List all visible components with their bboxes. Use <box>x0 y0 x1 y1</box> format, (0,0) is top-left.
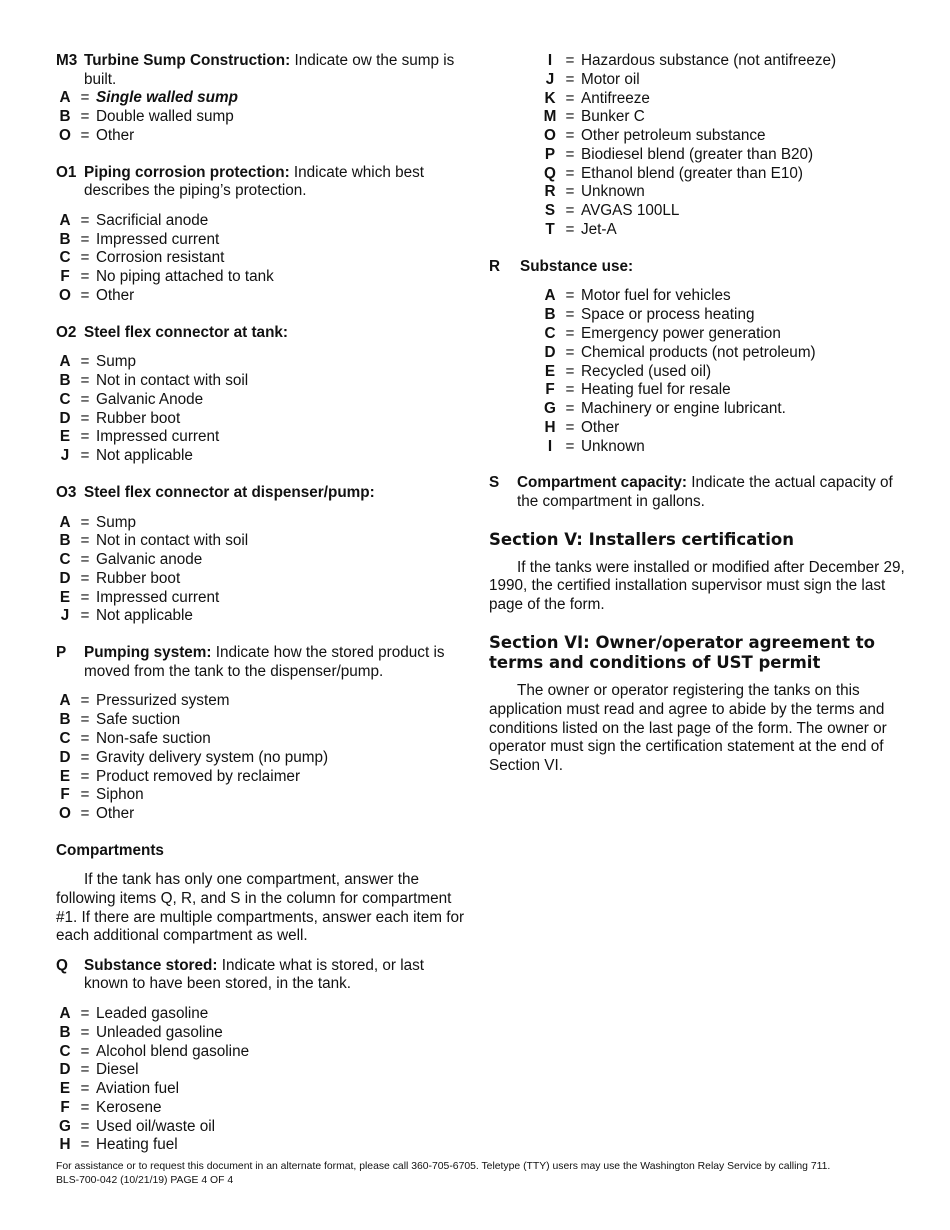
option-equals: = <box>565 127 575 145</box>
option-row <box>56 589 466 608</box>
option-row <box>56 551 466 570</box>
option-equals: = <box>565 52 575 69</box>
option-key: A <box>59 1005 71 1022</box>
item-o3 <box>56 484 466 503</box>
option-key: D <box>59 569 71 587</box>
option-key: K <box>544 89 556 107</box>
option-row <box>56 249 466 268</box>
option-equals: = <box>80 767 90 785</box>
option-value: Sump <box>96 513 136 531</box>
item-desc <box>517 474 909 511</box>
option-row <box>541 165 909 184</box>
option-row <box>56 786 466 805</box>
option-equals: = <box>565 164 575 182</box>
option-row <box>541 419 909 438</box>
item-desc <box>84 484 466 503</box>
option-value: Machinery or engine lubricant. <box>581 400 786 418</box>
options-q <box>56 1005 466 1155</box>
section-v-heading: Section V: Installers certification <box>489 529 794 549</box>
option-row <box>56 1005 466 1024</box>
option-value: Bunker C <box>581 108 645 126</box>
option-key: B <box>544 306 556 324</box>
option-equals: = <box>80 1136 90 1154</box>
item-text: Indicate how the stored product is moved from the tank to the dispenser/pump. <box>84 644 445 680</box>
option-key: E <box>59 428 71 446</box>
page-footer <box>56 1160 830 1188</box>
option-value: Impressed current <box>96 588 220 606</box>
option-row <box>541 71 909 90</box>
option-row <box>56 532 466 551</box>
item-title: Piping corrosion protection: <box>84 163 290 181</box>
option-key: A <box>59 353 71 371</box>
option-key: E <box>59 1080 71 1098</box>
option-row <box>56 730 466 749</box>
item-code: P <box>56 644 67 662</box>
option-row <box>56 231 466 250</box>
option-value: Galvanic Anode <box>96 390 204 408</box>
option-value: Impressed current <box>96 428 220 446</box>
option-value: Heating fuel <box>96 1136 178 1154</box>
option-equals: = <box>80 126 90 144</box>
option-value: Galvanic anode <box>96 551 203 569</box>
options-p <box>56 692 466 823</box>
option-key: G <box>544 400 556 418</box>
item-code: M3 <box>56 52 78 69</box>
option-key: J <box>60 607 70 625</box>
option-equals: = <box>80 249 90 267</box>
option-value: Non-safe suction <box>96 729 211 747</box>
option-equals: = <box>80 569 90 587</box>
option-equals: = <box>565 362 575 380</box>
item-title: Substance use: <box>520 257 634 275</box>
option-value: AVGAS 100LL <box>581 202 680 220</box>
option-key: D <box>544 343 556 361</box>
item-title: Compartment capacity: <box>517 474 688 492</box>
option-equals: = <box>80 230 90 248</box>
option-key: I <box>547 52 553 69</box>
option-equals: = <box>80 551 90 569</box>
option-row <box>541 183 909 202</box>
option-value: Siphon <box>96 786 144 804</box>
option-row <box>56 1043 466 1062</box>
item-title: Steel flex connector at dispenser/pump: <box>84 483 375 501</box>
options-o1 <box>56 212 466 306</box>
option-value: Sump <box>96 353 136 371</box>
option-value: Other <box>96 805 135 823</box>
item-title: Steel flex connector at tank: <box>84 323 289 341</box>
option-equals: = <box>80 268 90 286</box>
option-value: Unknown <box>581 183 645 201</box>
assistance-notice: For assistance or to request this document in an alternate format, please call 360-705-6705. Teletype (TTY) users may use the Washington Relay Service by calling 711. <box>56 1161 831 1172</box>
option-equals: = <box>80 409 90 427</box>
section-v-text: If the tanks were installed or modified after December 29, 1990, the certified installation supervisor must sign the last page of the form. <box>489 558 905 613</box>
option-value: Safe suction <box>96 711 181 729</box>
option-row <box>56 428 466 447</box>
option-key: A <box>59 211 71 229</box>
option-value: Not applicable <box>96 447 193 465</box>
option-key: H <box>544 418 556 436</box>
option-key: A <box>59 513 71 531</box>
options-o2 <box>56 353 466 466</box>
option-row <box>541 400 909 419</box>
option-row <box>541 127 909 146</box>
option-equals: = <box>80 390 90 408</box>
option-equals: = <box>80 607 90 625</box>
option-row <box>56 768 466 787</box>
option-value: Other <box>581 418 620 436</box>
item-code: O2 <box>56 323 77 341</box>
option-equals: = <box>565 400 575 418</box>
option-row <box>56 514 466 533</box>
option-row <box>56 1061 466 1080</box>
option-value: Other petroleum substance <box>581 127 766 145</box>
item-code: O3 <box>56 483 77 501</box>
compartments-heading: Compartments <box>56 841 164 859</box>
option-equals: = <box>80 588 90 606</box>
option-equals: = <box>80 1005 90 1022</box>
option-equals: = <box>565 324 575 342</box>
option-value: Other <box>96 126 135 144</box>
option-equals: = <box>565 221 575 239</box>
option-value: Heating fuel for resale <box>581 381 731 399</box>
option-equals: = <box>80 1042 90 1060</box>
option-key: F <box>60 268 70 286</box>
item-code: Q <box>56 956 68 974</box>
option-row <box>56 1080 466 1099</box>
section-vi-heading: Section VI: Owner/operator agreement to terms and conditions of UST permit <box>489 633 876 673</box>
option-value: Recycled (used oil) <box>581 362 712 380</box>
option-equals: = <box>80 729 90 747</box>
option-row <box>56 1099 466 1118</box>
option-key: C <box>59 390 71 408</box>
options-m3 <box>56 89 466 145</box>
option-key: G <box>59 1117 71 1135</box>
option-row <box>56 108 466 127</box>
item-o1 <box>56 164 466 201</box>
option-key: H <box>59 1136 71 1154</box>
option-key: E <box>59 767 71 785</box>
option-equals: = <box>565 145 575 163</box>
option-value: Double walled sump <box>96 107 234 125</box>
option-key: D <box>59 748 71 766</box>
item-m3 <box>56 52 466 89</box>
option-value: No piping attached to tank <box>96 268 274 286</box>
option-key: A <box>59 89 71 107</box>
option-equals: = <box>80 428 90 446</box>
option-key: A <box>544 287 556 305</box>
option-row <box>56 749 466 768</box>
option-equals: = <box>565 343 575 361</box>
options-o3 <box>56 514 466 627</box>
option-value: Biodiesel blend (greater than B20) <box>581 145 814 163</box>
item-title: Pumping system: <box>84 644 212 662</box>
option-value: Diesel <box>96 1061 139 1079</box>
option-key: P <box>544 145 556 163</box>
option-value: Not in contact with soil <box>96 372 249 389</box>
option-value: Ethanol blend (greater than E10) <box>581 164 803 182</box>
option-value: Space or process heating <box>581 306 755 324</box>
option-equals: = <box>565 108 575 126</box>
item-code: O1 <box>56 163 77 181</box>
option-key: T <box>545 221 555 239</box>
option-key: F <box>60 1098 70 1116</box>
option-key: D <box>59 409 71 427</box>
option-key: B <box>59 532 71 550</box>
item-title: Turbine Sump Construction: <box>84 52 291 69</box>
option-row <box>56 692 466 711</box>
item-desc <box>520 258 909 277</box>
option-key: Q <box>544 164 556 182</box>
option-key: C <box>544 324 556 342</box>
option-row <box>541 381 909 400</box>
option-row <box>56 391 466 410</box>
option-value: Antifreeze <box>581 89 650 107</box>
options-q-continued <box>489 52 909 240</box>
option-row <box>541 221 909 240</box>
option-equals: = <box>80 107 90 125</box>
option-row <box>541 90 909 109</box>
option-key: B <box>59 1023 71 1041</box>
option-equals: = <box>80 532 90 550</box>
item-o2 <box>56 324 466 343</box>
option-key: I <box>547 437 553 455</box>
option-key: E <box>544 362 556 380</box>
option-equals: = <box>80 805 90 823</box>
option-key: F <box>545 381 555 399</box>
item-text: Indicate what is stored, or last known to have been stored, in the tank. <box>84 956 425 993</box>
item-s <box>489 474 909 511</box>
left-column <box>56 52 466 1155</box>
option-row <box>56 447 466 466</box>
option-row <box>541 202 909 221</box>
item-r <box>489 258 909 277</box>
option-key: C <box>59 551 71 569</box>
option-key: B <box>59 711 71 729</box>
option-row <box>56 410 466 429</box>
option-value: Pressurized system <box>96 692 230 710</box>
option-equals: = <box>565 437 575 455</box>
option-value: Hazardous substance (not antifreeze) <box>581 52 837 69</box>
option-value: Not applicable <box>96 607 193 625</box>
option-key: A <box>59 692 71 710</box>
item-q <box>56 957 466 994</box>
section-vi-text: The owner or operator registering the tanks on this application must read and agree to abide by the terms and conditions listed on the last page of the form. The owner or operator must sign the certification statement at the end of Section VI. <box>489 682 887 774</box>
option-equals: = <box>565 418 575 436</box>
option-value: Kerosene <box>96 1098 162 1116</box>
option-equals: = <box>565 202 575 220</box>
option-value: Not in contact with soil <box>96 532 249 550</box>
item-desc <box>84 644 466 681</box>
option-key: D <box>59 1061 71 1079</box>
option-row <box>541 287 909 306</box>
option-key: F <box>60 786 70 804</box>
option-key: J <box>545 70 555 88</box>
option-equals: = <box>80 211 90 229</box>
option-key: O <box>59 805 71 823</box>
option-row <box>541 344 909 363</box>
option-value: Rubber boot <box>96 409 181 427</box>
option-equals: = <box>80 89 90 107</box>
item-p <box>56 644 466 681</box>
option-value: Emergency power generation <box>581 324 781 342</box>
option-value: Impressed current <box>96 230 220 248</box>
option-row <box>541 325 909 344</box>
option-key: S <box>544 202 556 220</box>
item-code: S <box>489 474 500 492</box>
option-value: Alcohol blend gasoline <box>96 1042 250 1060</box>
option-key: B <box>59 372 71 389</box>
option-equals: = <box>80 711 90 729</box>
option-row <box>56 1024 466 1043</box>
option-equals: = <box>80 372 90 389</box>
compartments-text: If the tank has only one compartment, answer the following items Q, R, and S in the column for compartment #1. If there are multiple compartments, answer each item for each additional compartment as well. <box>56 871 465 945</box>
option-row <box>56 268 466 287</box>
option-key: O <box>59 126 71 144</box>
option-row <box>56 805 466 824</box>
option-value: Rubber boot <box>96 569 181 587</box>
option-key: B <box>59 230 71 248</box>
option-row <box>541 363 909 382</box>
option-value: Corrosion resistant <box>96 249 225 267</box>
item-text: Indicate the actual capacity of the compartment in gallons. <box>517 474 893 511</box>
option-equals: = <box>80 692 90 710</box>
option-row <box>541 306 909 325</box>
option-row <box>56 607 466 626</box>
option-row <box>56 372 466 391</box>
options-r <box>541 287 909 456</box>
option-equals: = <box>80 447 90 465</box>
option-row <box>56 1118 466 1137</box>
option-row <box>56 1136 466 1155</box>
option-key: O <box>59 286 71 304</box>
option-equals: = <box>80 1023 90 1041</box>
option-key: O <box>544 127 556 145</box>
item-desc <box>84 52 466 89</box>
options-q-cont <box>541 52 909 240</box>
option-value: Single walled sump <box>96 89 238 107</box>
option-key: C <box>59 729 71 747</box>
right-column <box>489 52 909 775</box>
option-equals: = <box>80 1080 90 1098</box>
item-text: Indicate which best describes the piping’s protection. <box>84 163 425 200</box>
option-row <box>56 353 466 372</box>
option-key: E <box>59 588 71 606</box>
option-value: Gravity delivery system (no pump) <box>96 748 329 766</box>
option-value: Leaded gasoline <box>96 1005 209 1022</box>
option-value: Other <box>96 286 135 304</box>
option-value: Jet-A <box>581 221 617 239</box>
option-row <box>56 287 466 306</box>
option-row <box>541 108 909 127</box>
option-equals: = <box>80 1061 90 1079</box>
option-equals: = <box>80 286 90 304</box>
option-equals: = <box>565 381 575 399</box>
option-equals: = <box>80 748 90 766</box>
option-equals: = <box>565 287 575 305</box>
option-equals: = <box>80 786 90 804</box>
option-equals: = <box>80 353 90 371</box>
option-equals: = <box>565 306 575 324</box>
option-row <box>541 438 909 457</box>
option-key: R <box>544 183 556 201</box>
option-equals: = <box>80 513 90 531</box>
option-row <box>541 146 909 165</box>
option-row <box>56 89 466 108</box>
option-row <box>56 570 466 589</box>
option-equals: = <box>80 1098 90 1116</box>
option-value: Motor oil <box>581 70 640 88</box>
option-value: Unknown <box>581 437 645 455</box>
item-desc <box>84 957 466 994</box>
option-row <box>541 52 909 71</box>
option-key: M <box>543 108 557 126</box>
option-key: C <box>59 249 71 267</box>
item-desc <box>84 324 466 343</box>
option-key: J <box>60 447 70 465</box>
item-text: Indicate ow the sump is built. <box>84 52 455 88</box>
option-equals: = <box>80 1117 90 1135</box>
item-title: Substance stored: <box>84 956 218 974</box>
option-value: Unleaded gasoline <box>96 1023 223 1041</box>
option-equals: = <box>565 183 575 201</box>
item-code: R <box>489 257 501 275</box>
option-equals: = <box>565 70 575 88</box>
option-key: B <box>59 107 71 125</box>
option-value: Used oil/waste oil <box>96 1117 216 1135</box>
option-value: Chemical products (not petroleum) <box>581 343 816 361</box>
option-value: Aviation fuel <box>96 1080 180 1098</box>
option-row <box>56 711 466 730</box>
option-equals: = <box>565 89 575 107</box>
option-value: Product removed by reclaimer <box>96 767 301 785</box>
option-row <box>56 127 466 146</box>
option-key: C <box>59 1042 71 1060</box>
option-value: Motor fuel for vehicles <box>581 287 731 305</box>
form-id: BLS-700-042 (10/21/19) PAGE 4 OF 4 <box>56 1175 234 1186</box>
option-row <box>56 212 466 231</box>
item-desc <box>84 164 466 201</box>
option-value: Sacrificial anode <box>96 211 209 229</box>
